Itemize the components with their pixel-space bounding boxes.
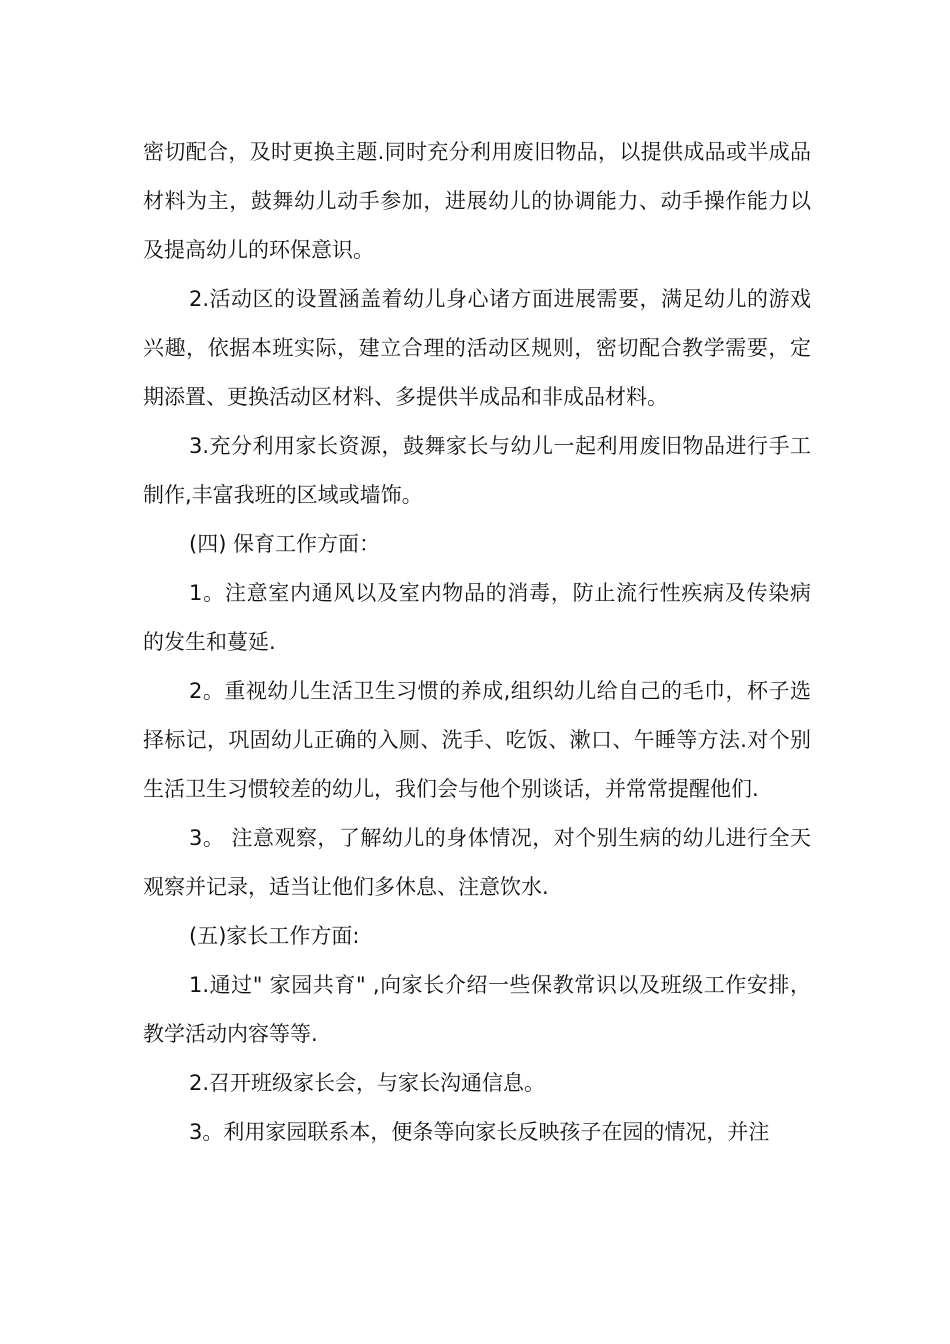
paragraph-9: 1.通过" 家园共育" ,向家长介绍一些保教常识以及班级工作安排，教学活动内容等等. (143, 973, 811, 1046)
paragraph-2: 2.活动区的设置涵盖着幼儿身心诸方面进展需要，满足幼儿的游戏兴趣，依据本班实际，建立合理的活动区规则，密切配合教学需要，定期添置、更换活动区材料、多提供半成品和非成品材料。 (143, 287, 811, 409)
paragraph-5: 1。注意室内通风以及室内物品的消毒，防止流行性疾病及传染病的发生和蔓延. (143, 581, 811, 654)
paragraph-10: 2.召开班级家长会，与家长沟通信息。 (189, 1071, 546, 1095)
paragraph-1: 密切配合，及时更换主题.同时充分利用废旧物品，以提供成品或半成品材料为主，鼓舞幼儿动手参加，进展幼儿的协调能力、动手操作能力以及提高幼儿的环保意识。 (143, 140, 811, 262)
section-heading-childcare: (四) 保育工作方面： (189, 532, 381, 556)
paragraph-7: 3。 注意观察，了解幼儿的身体情况，对个别生病的幼儿进行全天观察并记录，适当让他们多休息、注意饮水. (143, 826, 811, 899)
paragraph-3: 3.充分利用家长资源，鼓舞家长与幼儿一起利用废旧物品进行手工制作,丰富我班的区域或墙饰。 (143, 434, 811, 507)
document-body (143, 128, 811, 1157)
paragraph-6: 2。重视幼儿生活卫生习惯的养成,组织幼儿给自己的毛巾，杯子选择标记，巩固幼儿正确的入厕、洗手、吃饭、漱口、午睡等方法.对个别生活卫生习惯较差的幼儿，我们会与他个别谈话，并常常提醒他们. (143, 679, 811, 801)
paragraph-11: 3。利用家园联系本，便条等向家长反映孩子在园的情况，并注 (189, 1120, 770, 1144)
section-heading-parents: (五)家长工作方面: (189, 924, 360, 948)
